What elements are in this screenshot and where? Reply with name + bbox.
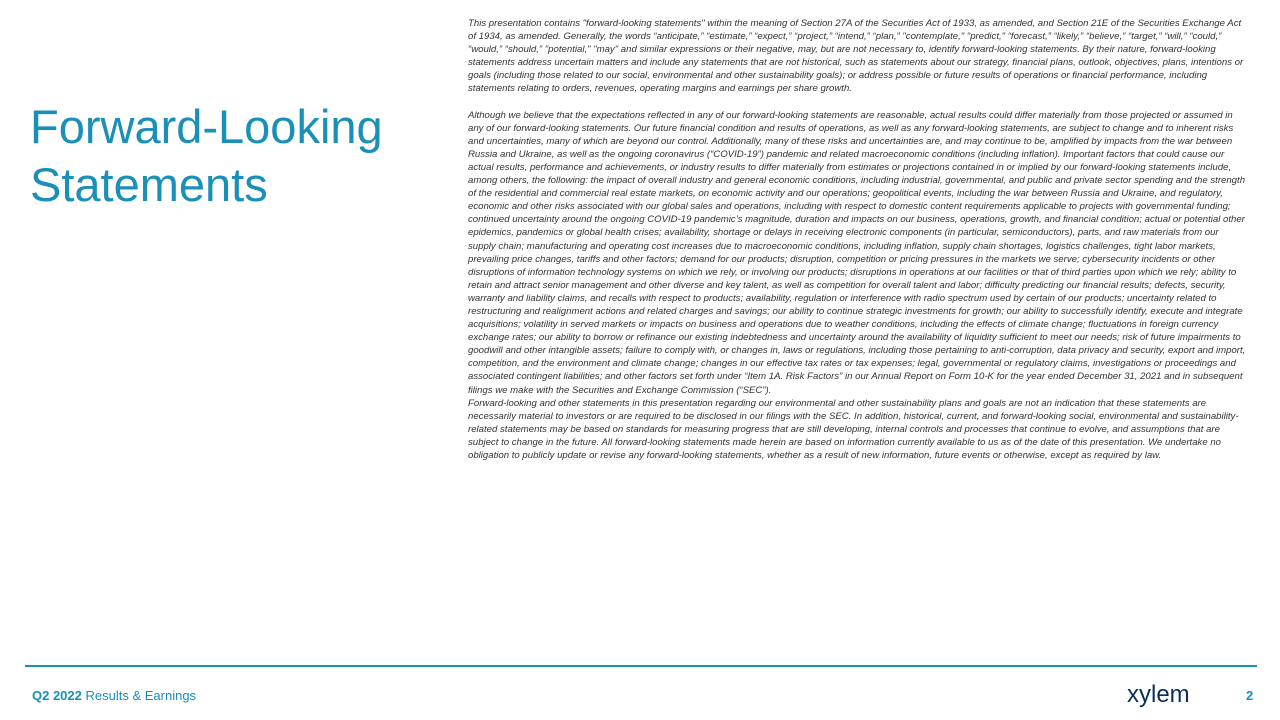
page-title <box>30 98 440 214</box>
footer-divider <box>25 665 1257 667</box>
disclaimer-paragraph-3: Forward-looking and other statements in this presentation regarding our environmental and other sustainability plans and goals are not an indication that these statements are necessarily material to investors or are required to be disclosed in our filings with the SEC. In addition, historical, current, and forward-looking social, environmental and sustainability- related statements may be based on standards for measuring progress that are still developing, internal controls and processes that continue to evolve, and assumptions that are subject to change in the future. All forward-looking statements made herein are based on information currently available to us as of the date of this presentation. We undertake no obligation to publicly update or revise any forward-looking statements, whether as a result of new information, future events or otherwise, except as required by law. <box>468 397 1239 461</box>
disclaimer-paragraph-1: This presentation contains "forward-looking statements" within the meaning of Section 27A of the Securities Act of 1933, as amended, and Section 21E of the Securities Exchange Act of 1934, as amended. Generally, the words “anticipate,” “estimate,” “expect,” “project,” “intend,” “plan,” "contemplate," "predict," “forecast,” “likely,” “believe,” “target,” “will,” “could,” “would,” “should,” "potential," "may" and similar expressions or their negative, may, but are not necessary to, identify forward-looking statements. By their nature, forward-looking statements address uncertain matters and include any statements that are not historical, such as statements about our strategy, financial plans, outlook, objectives, plans, intentions or goals (including those related to our social, environmental and other sustainability goals); or address possible or future results of operations or financial performance, including statements relating to orders, revenues, operating margins and earnings per share growth. <box>468 18 1244 95</box>
footer-label: Results & Earnings <box>85 688 197 703</box>
disclaimer-body <box>468 17 1246 462</box>
xylem-logo <box>1125 678 1215 714</box>
page-title-line-1: Forward-Looking <box>30 100 383 153</box>
footer-period: Q2 2022 <box>32 688 82 703</box>
xylem-logo-wordmark: xylem <box>1127 681 1190 708</box>
page-number: 2 <box>1246 688 1254 703</box>
footer-caption <box>32 688 196 703</box>
page-title-line-2: Statements <box>30 158 268 211</box>
disclaimer-paragraph-2: Although we believe that the expectations reflected in any of our forward-looking statements are reasonable, actual results could differ materially from those projected or assumed in any of our forward-looking statements. Our future financial condition and results of operations, as well as any forward-looking statements, are subject to change and to inherent risks and uncertainties, many of which are beyond our control. Additionally, many of these risks and uncertainties are, and may continue to be, amplified by impacts from the war between Russia and Ukraine, as well as the ongoing coronavirus (“COVID-19”) pandemic and related macroeconomic conditions (including inflation). Important factors that could cause our actual results, performance and achievements, or industry results to differ materially from estimates or projections contained in or implied by our forward-looking statements include, among others, the following: the impact of overall industry and general economic conditions, including industrial, governmental, and public and private sector spending and the strength of the residential and commercial real estate markets, on economic activity and our operations; geopolitical events, including the war between Russia and Ukraine, and regulatory, economic and other risks associated with our global sales and operations, including with respect to domestic content requirements applicable to projects with governmental funding; continued uncertainty around the ongoing COVID-19 pandemic’s magnitude, duration and impacts on our business, operations, growth, and financial condition; actual or potential other epidemics, pandemics or global health crises; availability, shortage or delays in receiving electronic components (in particular, semiconductors), parts, and raw materials from our supply chain; manufacturing and operating cost increases due to macroeconomic conditions, including inflation, supply chain shortages, logistics challenges, tight labor markets, prevailing price changes, tariffs and other factors; demand for our products; disruption, competition or pricing pressures in the markets we serve; cybersecurity incidents or other disruptions of information technology systems on which we rely, or involving our products; disruptions in operations at our facilities or that of third parties upon which we rely; ability to retain and attract senior management and other diverse and key talent, as well as competition for overall talent and labor; difficulty predicting our financial results; defects, security, warranty and liability claims, and recalls with respect to products; availability, regulation or interference with radio spectrum used by certain of our products; uncertainty related to restructuring and realignment actions and related charges and savings; our ability to continue strategic investments for growth; our ability to successfully identify, execute and integrate acquisitions; volatility in served markets or impacts on business and operations due to weather conditions, including the effects of climate change; fluctuations in foreign currency exchange rates; our ability to borrow or refinance our existing indebtedness and uncertainty around the availability of liquidity sufficient to meet our needs; risk of future impairments to goodwill and other intangible assets; failure to comply with, or changes in, laws or regulations, including those pertaining to anti-corruption, data privacy and security, export and import, competition, and the environment and climate change; changes in our effective tax rates or tax expenses; legal, governmental or regulatory claims, investigations or proceedings and associated contingent liabilities; and other factors set forth under “Item 1A. Risk Factors” in our Annual Report on Form 10-K for the year ended December 31, 2021 and in subsequent filings we make with the Securities and Exchange Commission (“SEC”). <box>468 109 1246 396</box>
